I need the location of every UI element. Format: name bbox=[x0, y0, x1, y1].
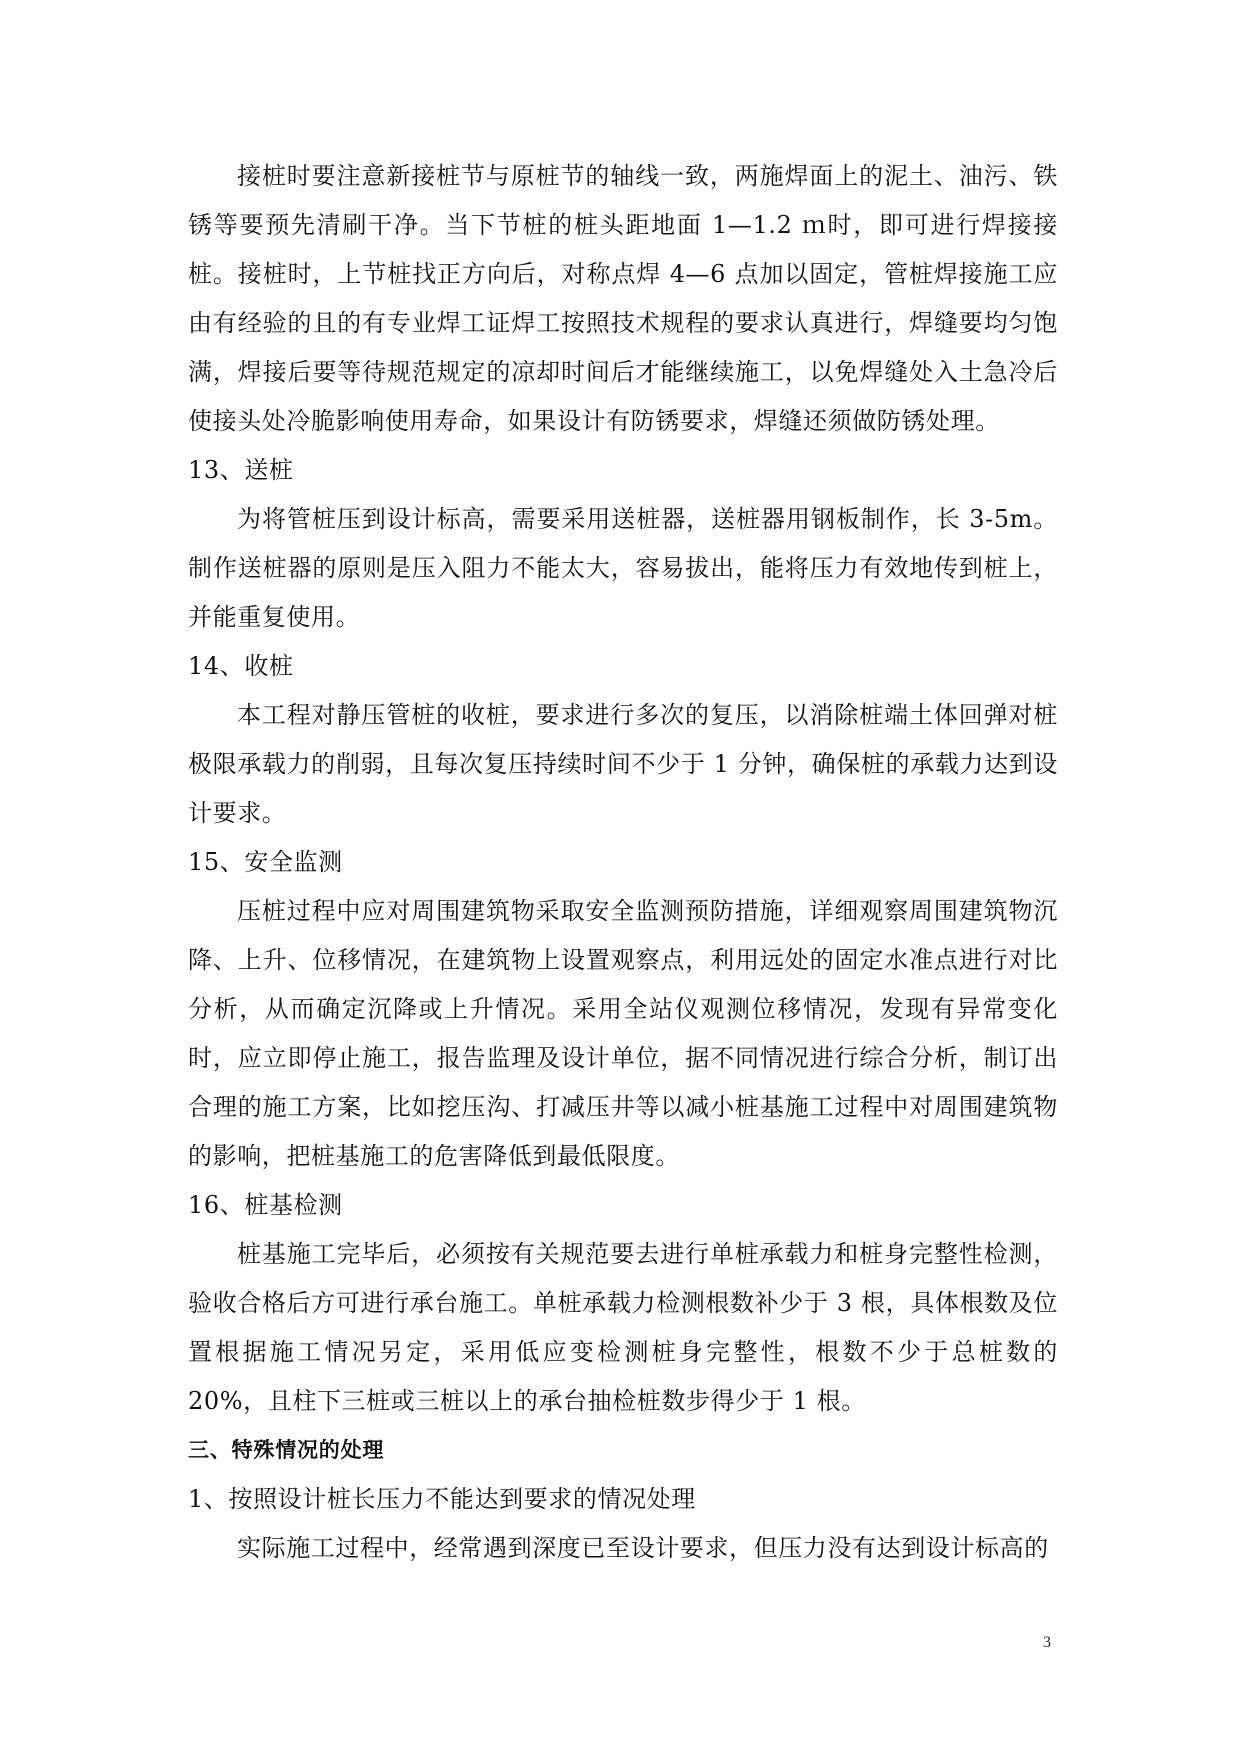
paragraph-pile-splicing: 接桩时要注意新接桩节与原桩节的轴线一致，两施焊面上的泥土、油污、铁锈等要预先清刷干净。当下节桩的桩头距地面 1—1.2 ｍ时，即可进行焊接接桩。接桩时，上节桩找正方向后，对称点焊 4—6 点加以固定，管桩焊接施工应由有经验的且的有专业焊工证焊工按照技术规程的要求认真进行，焊缝要均匀饱满，焊接后要等待规范规定的凉却时间后才能继续施工，以免焊缝处入土急冷后使接头处冷脆影响使用寿命，如果设计有防锈要求，焊缝还须做防锈处理。 bbox=[188, 162, 1058, 435]
paragraph-follower: 为将管桩压到设计标高，需要采用送桩器，送桩器用钢板制作，长 3-5m。制作送桩器的原则是压入阻力不能太大，容易拔出，能将压力有效地传到桩上，并能重复使用。 bbox=[188, 505, 1058, 631]
section-heading-special-cases: 三、特殊情况的处理 bbox=[188, 1438, 385, 1462]
paragraph-repressing: 本工程对静压管桩的收桩，要求进行多次的复压，以消除桩端土体回弹对桩极限承载力的削弱，且每次复压持续时间不少于 1 分钟，确保桩的承载力达到设计要求。 bbox=[188, 701, 1058, 827]
heading-16-pile-testing: 16、桩基检测 bbox=[188, 1191, 343, 1219]
page-number: 3 bbox=[1043, 1634, 1051, 1651]
heading-14-pile-closing: 14、收桩 bbox=[188, 652, 294, 680]
paragraph-pile-testing: 桩基施工完毕后，必须按有关规范要去进行单桩承载力和桩身完整性检测，验收合格后方可进行承台施工。单桩承载力检测根数补少于 3 根，具体根数及位置根据施工情况另定，采用低应变检测桩身完整性，根数不少于总桩数的 20%，且柱下三桩或三桩以上的承台抽检桩数步得少于 1 根。 bbox=[188, 1240, 1058, 1415]
heading-1-pressure-insufficient: 1、按照设计桩长压力不能达到要求的情况处理 bbox=[188, 1485, 696, 1513]
paragraph-safety-monitoring: 压桩过程中应对周围建筑物采取安全监测预防措施，详细观察周围建筑物沉降、上升、位移情况，在建筑物上设置观察点，利用远处的固定水准点进行对比分析，从而确定沉降或上升情况。采用全站仪观测位移情况，发现有异常变化时，应立即停止施工，报告监理及设计单位，据不同情况进行综合分析，制订出合理的施工方案，比如挖压沟、打减压井等以减小桩基施工过程中对周围建筑物的影响，把桩基施工的危害降低到最低限度。 bbox=[188, 897, 1058, 1170]
heading-15-safety-monitoring: 15、安全监测 bbox=[188, 848, 343, 876]
document-body bbox=[188, 152, 1058, 1573]
paragraph-actual-construction: 实际施工过程中，经常遇到深度已至设计要求，但压力没有达到设计标高的 bbox=[237, 1534, 1049, 1562]
heading-13-pile-driving: 13、送桩 bbox=[188, 456, 294, 484]
